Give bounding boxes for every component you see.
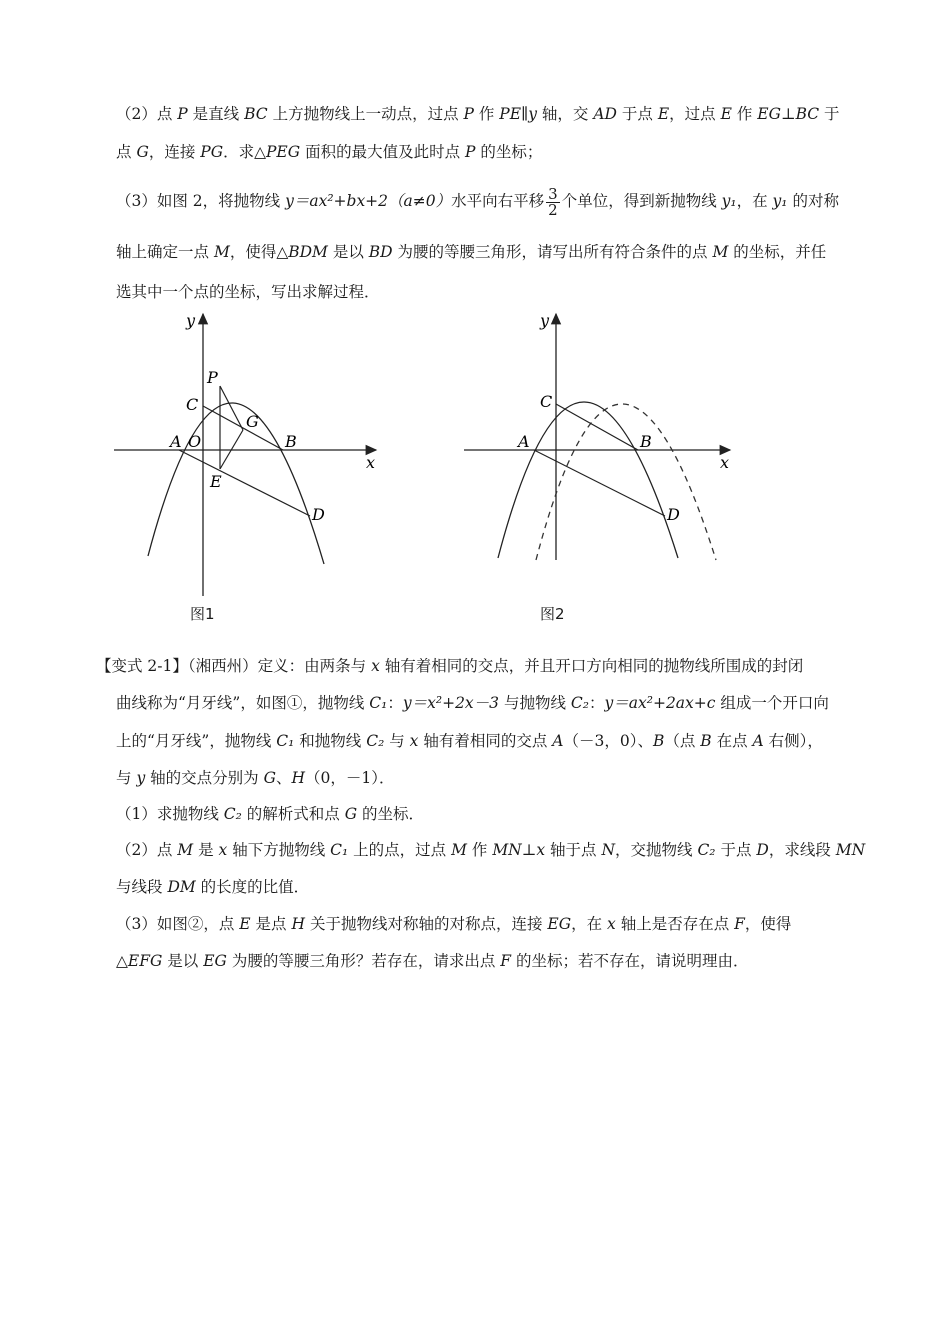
variant-line-2: 曲线称为“月牙线”，如图①，抛物线 C₁：y＝x²+2x－3 与抛物线 C₂：y＝ax²+2ax+c 组成一个开口向: [116, 694, 829, 712]
label-A: A: [518, 432, 530, 451]
segment-CB: [203, 406, 283, 450]
figure-1-caption: 图1: [190, 605, 215, 623]
parabola-curve: [148, 403, 324, 564]
segment-PG: [220, 386, 243, 430]
variant-part-2-line-2: 与线段 DM 的长度的比值．: [116, 878, 310, 896]
label-y: y: [186, 311, 196, 330]
fraction-three-halves: $\frac{3}{2}$: [548, 184, 558, 219]
label-G: G: [246, 412, 259, 431]
variant-line-4: 与 y 轴的交点分别为 G、H（0，－1）．: [116, 769, 395, 787]
label-y: y: [540, 311, 550, 330]
segment-AD: [179, 450, 310, 516]
variant-line-3: 上的“月牙线”，抛物线 C₁ 和抛物线 C₂ 与 x 轴有着相同的交点 A（－3，0）、B（点 B 在点 A 右侧），: [116, 732, 823, 750]
segment-AD: [534, 450, 665, 516]
label-C: C: [540, 392, 553, 411]
label-A: A: [170, 432, 182, 451]
figure-1: [110, 306, 390, 606]
label-D: D: [667, 505, 680, 524]
label-E: E: [210, 472, 222, 491]
label-O: O: [188, 432, 202, 451]
q2-line-2: 点 G，连接 PG．求△PEG 面积的最大值及此时点 P 的坐标；: [116, 143, 543, 161]
q3-line-3: 选其中一个点的坐标，写出求解过程．: [116, 283, 380, 301]
label-P: P: [207, 368, 218, 387]
variant-part-1: （1）求抛物线 C₂ 的解析式和点 G 的坐标．: [116, 805, 425, 823]
q3-line-1: （3）如图 2，将抛物线 y＝ax²+bx+2（a≠0）水平向右平移 $\frac{3}{2}$ 个单位，得到新抛物线 y₁，在 y₁ 的对称: [116, 184, 839, 219]
figure-2: [460, 306, 750, 606]
label-x: x: [720, 453, 730, 472]
label-B: B: [640, 432, 652, 451]
label-x: x: [366, 453, 376, 472]
variant-part-3-line-2: △EFG 是以 EG 为腰的等腰三角形？若存在，请求出点 F 的坐标；若不存在，请说明理由．: [116, 952, 749, 970]
label-D: D: [312, 505, 325, 524]
shifted-parabola-curve: [536, 404, 716, 560]
parabola-curve: [498, 402, 678, 558]
label-B: B: [285, 432, 297, 451]
label-C: C: [186, 395, 199, 414]
figure-2-caption: 图2: [540, 605, 565, 623]
variant-line-1: 【变式 2-1】（湘西州）定义：由两条与 x 轴有着相同的交点，并且开口方向相同的抛物线所围成的封闭: [96, 657, 804, 675]
q2-line-1: （2）点 P 是直线 BC 上方抛物线上一动点，过点 P 作 PE∥y 轴，交 AD 于点 E，过点 E 作 EG⊥BC 于: [116, 105, 840, 123]
variant-part-2-line-1: （2）点 M 是 x 轴下方抛物线 C₁ 上的点，过点 M 作 MN⊥x 轴于点 N，交抛物线 C₂ 于点 D，求线段 MN: [116, 841, 866, 859]
segment-CB: [556, 404, 638, 450]
q3-line-2: 轴上确定一点 M，使得△BDM 是以 BD 为腰的等腰三角形，请写出所有符合条件的点 M 的坐标，并任: [116, 243, 827, 261]
variant-part-3-line-1: （3）如图②，点 E 是点 H 关于抛物线对称轴的对称点，连接 EG，在 x 轴上是否存在点 F，使得: [116, 915, 792, 933]
